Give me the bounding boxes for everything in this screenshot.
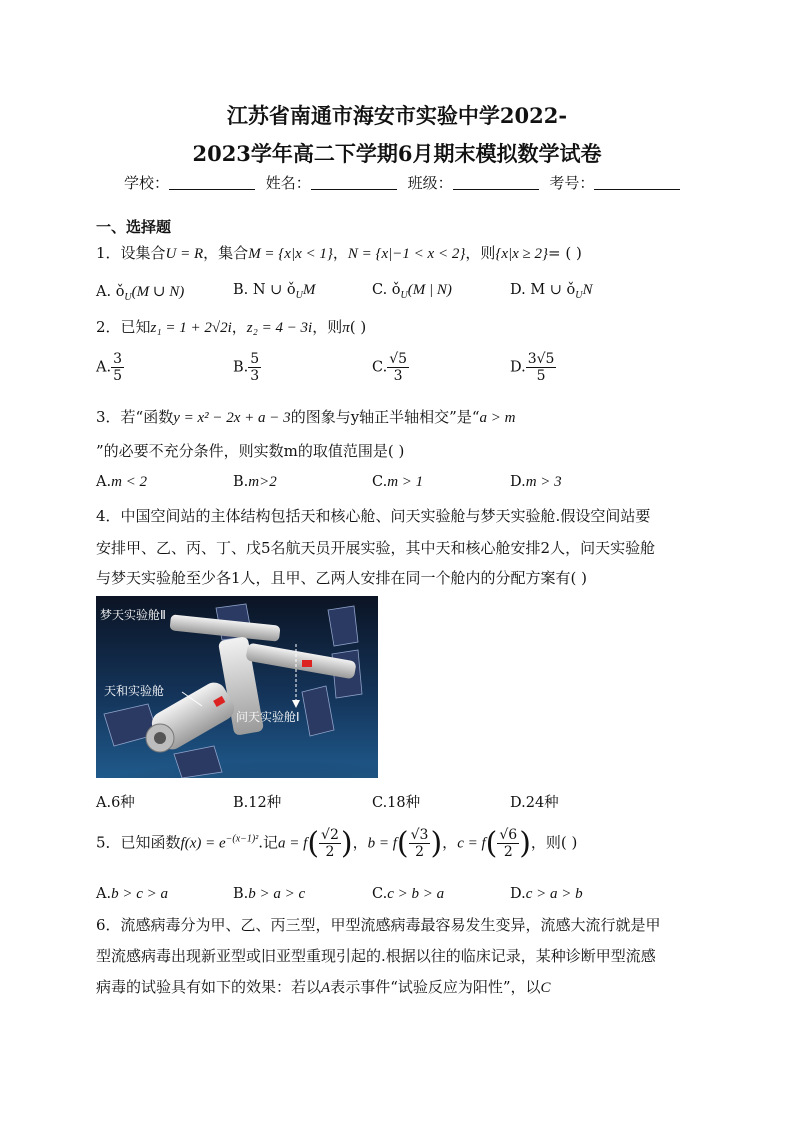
figure-label-wentian: 问天实验舱Ⅰ bbox=[236, 710, 300, 724]
q4-stem-line-1: 4．中国空间站的主体结构包括天和核心舱、问天实验舱与梦天实验舱.假设空间站要 bbox=[96, 507, 651, 525]
q5-option-c[interactable]: C.c > b > a bbox=[372, 886, 445, 902]
id-label: 考号： bbox=[549, 174, 595, 192]
name-label: 姓名： bbox=[265, 174, 311, 192]
q6-stem-line-1: 6．流感病毒分为甲、乙、丙三型，甲型流感病毒最容易发生变异，流感大流行就是甲 bbox=[96, 916, 661, 934]
section-title: 一、选择题 bbox=[96, 218, 172, 236]
q6-stem-line-3: 病毒的试验具有如下的效果：若以A表示事件“试验反应为阳性”，以C bbox=[96, 978, 551, 996]
space-station-figure bbox=[96, 596, 378, 778]
q4-option-d[interactable]: D.24种 bbox=[510, 795, 559, 811]
q4-option-b[interactable]: B.12种 bbox=[233, 795, 282, 811]
q4-option-a[interactable]: A.6种 bbox=[96, 795, 135, 811]
id-blank[interactable] bbox=[594, 174, 680, 190]
q1-option-a[interactable]: A. $ǒ_U(M$ ∪ N) bbox=[96, 284, 185, 303]
title-line-2: 2023学年高二下学期6月期末模拟数学试卷 bbox=[192, 141, 602, 166]
q4-stem-line-3: 与梦天实验舱至少各1人，且甲、乙两人安排在同一个舱内的分配方案有( ) bbox=[96, 569, 588, 587]
q4-stem-line-2: 安排甲、乙、丙、丁、戊5名航天员开展实验，其中天和核心舱安排2人，问天实验舱 bbox=[96, 539, 656, 557]
q1-option-c[interactable]: C. $ǒ_U(M$ | N) bbox=[372, 282, 452, 301]
q5-option-b[interactable]: B.b > a > c bbox=[233, 886, 306, 902]
title-line-1: 江苏省南通市海安市实验中学2022- bbox=[226, 103, 568, 128]
class-label: 班级： bbox=[407, 174, 453, 192]
q3-stem-line-2: ”的必要不充分条件，则实数m的取值范围是( ) bbox=[96, 442, 405, 460]
q2-option-d[interactable]: D. $\frac{3√5}{5}$ bbox=[510, 351, 555, 384]
q2-option-a[interactable]: A. $\frac{3}{5}$ bbox=[96, 351, 123, 384]
q4-option-c[interactable]: C.18种 bbox=[372, 795, 421, 811]
q6-stem-line-2: 型流感病毒出现新亚型或旧亚型重现引起的.根据以往的临床记录，某种诊断甲型流感 bbox=[96, 947, 656, 965]
q1-option-b[interactable]: B. N ∪ $ǒ_UM$ bbox=[233, 282, 316, 301]
figure-label-tianhe: 天和实验舱 bbox=[104, 684, 165, 698]
q2-stem: 2．已知z₁ = 1 + 2√2i，z₂ = 4 − 3i，则π( ) bbox=[96, 318, 367, 336]
student-info-row bbox=[124, 172, 686, 193]
q1-stem: 1．设集合U = R，集合M = {x|x < 1}，N = {x|−1 < x < 2}，则{x|x ≥ 2}= ( ) bbox=[96, 244, 582, 262]
q3-option-d[interactable]: D.m > 3 bbox=[510, 474, 562, 490]
q2-option-b[interactable]: B. $\frac{5}{3}$ bbox=[233, 351, 260, 384]
q3-option-b[interactable]: B.m>2 bbox=[233, 474, 277, 490]
q3-option-a[interactable]: A.m < 2 bbox=[96, 474, 148, 490]
figure-label-mengtian: 梦天实验舱Ⅱ bbox=[100, 608, 166, 622]
q5-option-a[interactable]: A.b > c > a bbox=[96, 886, 168, 902]
q3-option-c[interactable]: C.m > 1 bbox=[372, 474, 424, 490]
q5-option-d[interactable]: D.c > a > b bbox=[510, 886, 583, 902]
q5-stem: 5．已知函数$f(x) = e^{-(x-1)^2}$.记a = f( $\frac{√2}{2}$ )，b = f( $\frac{√3}{2}$ )，c = f( $\frac{√6}{2}$ )，则( ) bbox=[96, 826, 578, 861]
q1-option-d[interactable]: D. M ∪ $ǒ_UN$ bbox=[510, 282, 593, 301]
q2-option-c[interactable]: C. $\frac{√5}{3}$ bbox=[372, 351, 408, 384]
name-blank[interactable] bbox=[311, 174, 397, 190]
school-label: 学校： bbox=[124, 174, 170, 192]
class-blank[interactable] bbox=[453, 174, 539, 190]
q3-stem-line-1: 3．若“函数y = x² − 2x + a − 3的图象与y轴正半轴相交”是“a > m bbox=[96, 408, 516, 426]
school-blank[interactable] bbox=[169, 174, 255, 190]
